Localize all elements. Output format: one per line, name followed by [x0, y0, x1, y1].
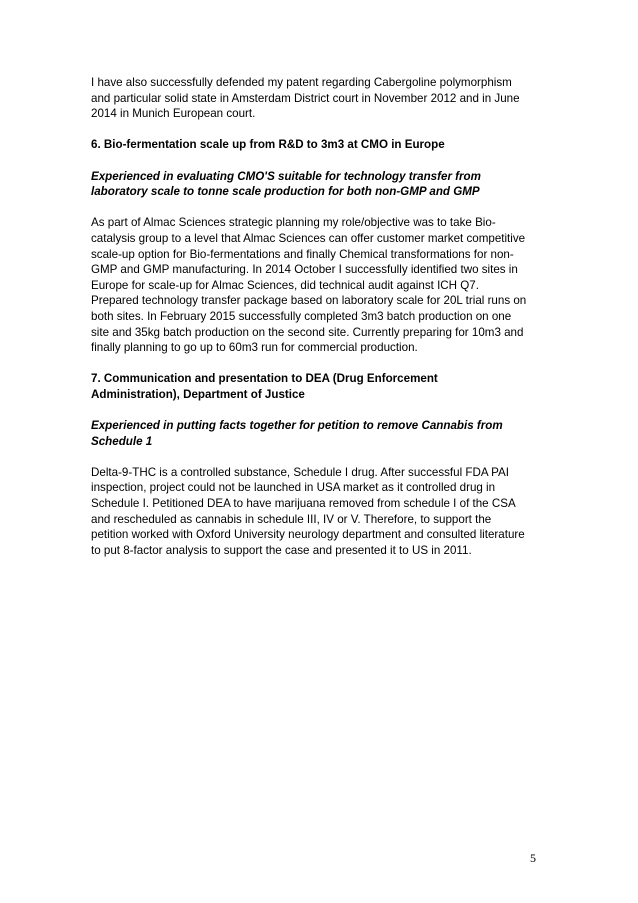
- text-line: Delta-9-THC is a controlled substance, Schedule I drug. After successful FDA PAI: [91, 465, 509, 479]
- text-line: scale-up option for Bio-fermentations and finally Chemical transformations for non-: [91, 247, 514, 261]
- text-line: site and 35kg batch production on the second site. Currently preparing for 10m3 and: [91, 325, 524, 339]
- text-line: Europe for scale-up for Almac Sciences, did technical audit against ICH Q7.: [91, 278, 479, 292]
- text-line: Schedule 1: [91, 434, 153, 448]
- text-line: both sites. In February 2015 successfully completed 3m3 batch production on one: [91, 309, 512, 323]
- section-heading-7: [91, 371, 561, 402]
- text-line: Schedule I. Petitioned DEA to have marijuana removed from schedule I of the CSA: [91, 497, 516, 511]
- text-line: and rescheduled as cannabis in schedule III, IV or V. Therefore, to support the: [91, 512, 492, 526]
- text-line: GMP and GMP manufacturing. In 2014 October I successfully identified two sites in: [91, 263, 518, 277]
- text-line: Administration), Department of Justice: [91, 387, 305, 401]
- text-line: finally planning to go up to 60m3 run for commercial production.: [91, 341, 418, 355]
- page-content: [91, 75, 561, 574]
- text-line: I have also successfully defended my patent regarding Cabergoline polymorphism: [91, 76, 512, 89]
- text-line: Experienced in evaluating CMO'S suitable for technology transfer from: [91, 169, 481, 183]
- text-line: 6. Bio-fermentation scale up from R&D to 3m3 at CMO in Europe: [91, 138, 445, 152]
- text-line: inspection, project could not be launched in USA market as it controlled drug in: [91, 481, 496, 495]
- paragraph-patent-defense: [91, 75, 561, 122]
- text-line: petition worked with Oxford University neurology department and consulted literature: [91, 528, 525, 542]
- section-subheading-7: [91, 418, 561, 449]
- text-line: Prepared technology transfer package based on laboratory scale for 20L trial runs on: [91, 294, 527, 308]
- text-line: laboratory scale to tonne scale production for both non-GMP and GMP: [91, 185, 480, 199]
- section-subheading-6: [91, 169, 561, 200]
- page-number: 5: [530, 851, 536, 865]
- text-line: catalysis group to a level that Almac Sciences can offer customer market competitive: [91, 231, 526, 245]
- paragraph-dea-petition: [91, 465, 561, 559]
- paragraph-bio-fermentation: [91, 215, 561, 355]
- text-line: As part of Almac Sciences strategic planning my role/objective was to take Bio-: [91, 216, 496, 230]
- text-line: Experienced in putting facts together for petition to remove Cannabis from: [91, 419, 503, 433]
- text-line: 7. Communication and presentation to DEA (Drug Enforcement: [91, 372, 438, 386]
- text-line: to put 8-factor analysis to support the case and presented it to US in 2011.: [91, 543, 472, 557]
- text-line: 2014 in Munich European court.: [91, 107, 256, 121]
- section-heading-6: [91, 137, 561, 153]
- text-line: and particular solid state in Amsterdam District court in November 2012 and in June: [91, 91, 520, 105]
